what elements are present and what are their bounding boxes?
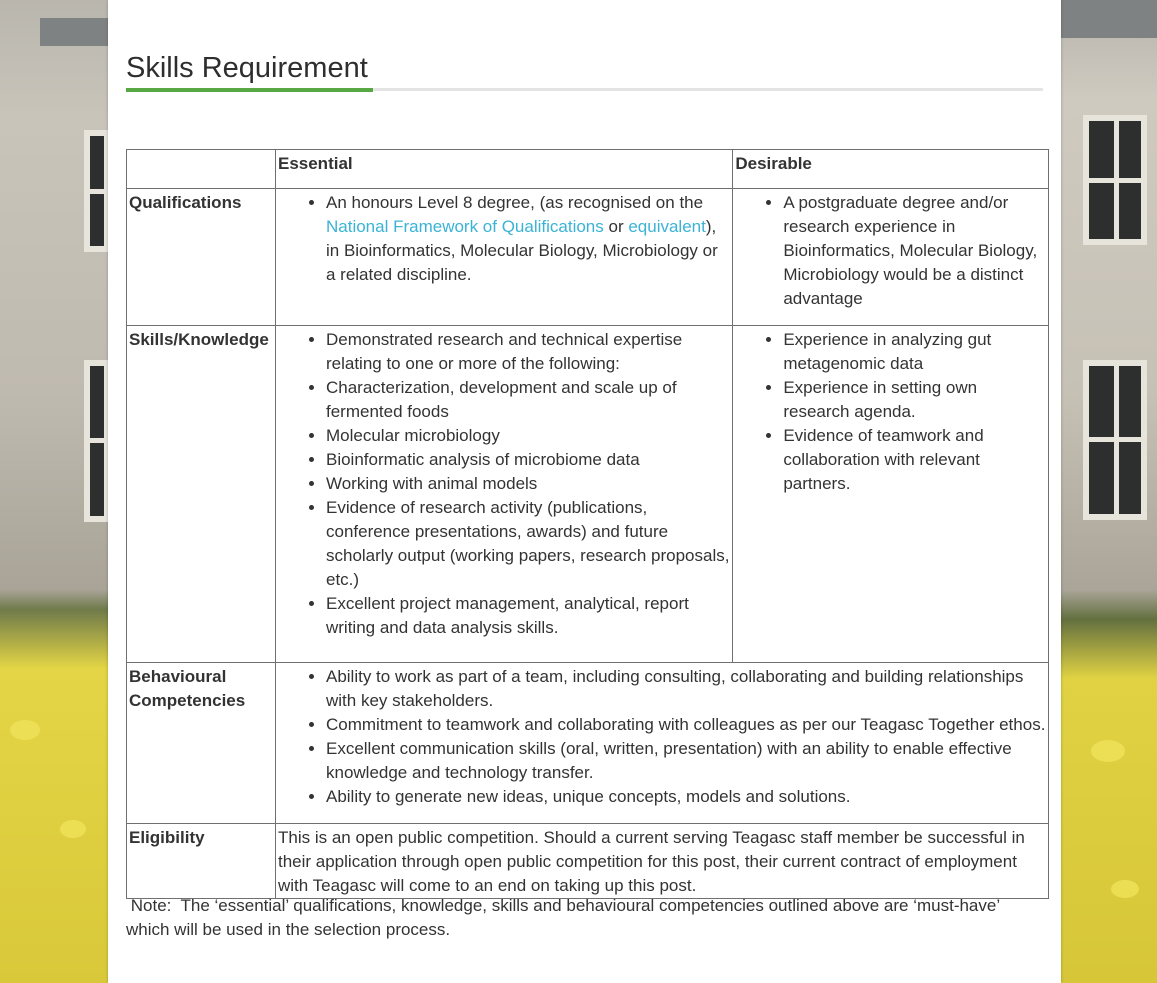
table-row-behavioural-competencies [127,663,1049,824]
background-left-building [0,0,108,983]
list-item: • Commitment to teamwork and collaborating with colleagues as per our Teagasc Together ethos. [326,713,1046,737]
list-item: • Demonstrated research and technical expertise relating to one or more of the following: [326,328,730,376]
column-header-essential: Essential [275,150,732,189]
row-header-skills-knowledge: Skills/Knowledge [127,326,276,663]
selection-note: Note: The ‘essential’ qualifications, knowledge, skills and behavioural competencies outlined above are ‘must-have’ which will be used in the selection process. [126,896,1005,939]
skills-essential-cell [275,326,732,663]
list-item: • A postgraduate degree and/or research experience in Bioinformatics, Molecular Biology, Microbiology would be a distinct advantage [783,191,1046,311]
list-item: • Characterization, development and scale up of fermented foods [326,376,730,424]
qualifications-desirable-cell [733,189,1049,326]
title-accent-bar [126,88,373,92]
skills-desirable-cell [733,326,1049,663]
list-item: • Working with animal models [326,472,730,496]
list-item: • Experience in analyzing gut metagenomic data [783,328,1046,376]
list-item: • Ability to generate new ideas, unique concepts, models and solutions. [326,785,1046,809]
list-item: • An honours Level 8 degree, (as recognised on the National Framework of Qualifications or equivalent), in Bioinformatics, Molecular Biology, Microbiology or a related discipline. [326,191,730,287]
background-right-building [1061,0,1157,983]
table-row-qualifications [127,189,1049,326]
row-header-behavioural-competencies: Behavioural Competencies [127,663,276,824]
qualifications-essential-cell [275,189,732,326]
list-item: • Excellent project management, analytical, report writing and data analysis skills. [326,592,730,640]
row-header-qualifications: Qualifications [127,189,276,326]
list-item: • Molecular microbiology [326,424,730,448]
table-row-eligibility [127,824,1049,899]
table-header-row [127,150,1049,189]
skills-requirement-table [126,149,1049,899]
list-item: • Bioinformatic analysis of microbiome data [326,448,730,472]
eligibility-cell: This is an open public competition. Should a current serving Teagasc staff member be successful in their application through open public competition for this post, their current contract of employment with Teagasc will come to an end on taking up this post. [275,824,1048,899]
behavioural-competencies-cell [275,663,1048,824]
nfq-link[interactable]: National Framework of Qualifications [325,217,604,236]
list-item: • Evidence of teamwork and collaboration with relevant partners. [783,424,1046,496]
column-header-desirable: Desirable [733,150,1049,189]
corner-cell [127,150,276,189]
list-item: • Excellent communication skills (oral, written, presentation) with an ability to enable effective knowledge and technology transfer. [326,737,1046,785]
list-item: • Evidence of research activity (publications, conference presentations, awards) and future scholarly output (working papers, research proposals, etc.) [326,496,730,592]
list-item: • Experience in setting own research agenda. [783,376,1046,424]
table-row-skills-knowledge [127,326,1049,663]
list-item: • Ability to work as part of a team, including consulting, collaborating and building relationships with key stakeholders. [326,665,1046,713]
document-page [108,0,1061,983]
equivalent-link[interactable]: equivalent [628,217,706,236]
row-header-eligibility: Eligibility [127,824,276,899]
page-title: Skills Requirement [126,52,368,84]
